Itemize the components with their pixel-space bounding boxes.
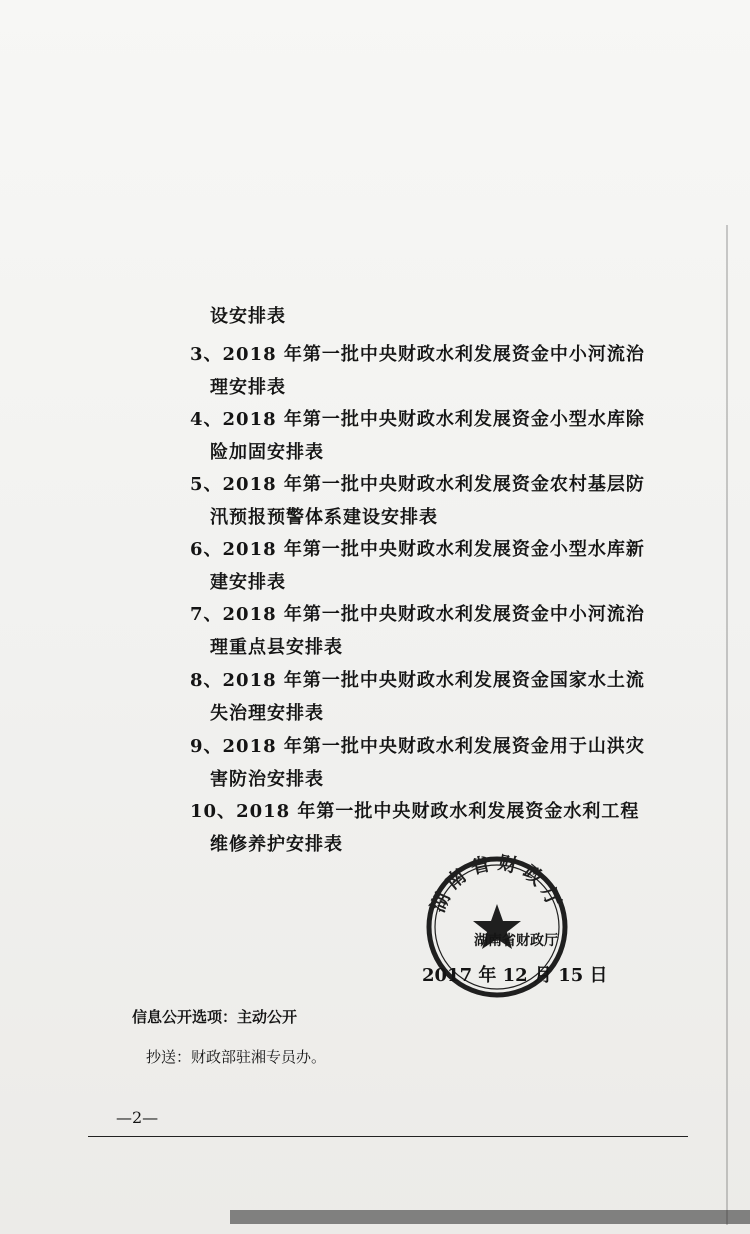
item-title: 2018 年第一批中央财政水利发展资金国家水土流 bbox=[222, 670, 645, 691]
item-title: 2018 年第一批中央财政水利发展资金中小河流治 bbox=[222, 344, 645, 365]
list-item-4-cont: 险加固安排表 bbox=[210, 442, 324, 463]
item-title: 2018 年第一批中央财政水利发展资金小型水库新 bbox=[222, 539, 645, 560]
scan-bottom-shadow bbox=[230, 1210, 750, 1224]
list-item-7-cont: 理重点县安排表 bbox=[210, 637, 343, 658]
list-item-5 bbox=[190, 470, 645, 496]
item-title: 2018 年第一批中央财政水利发展资金中小河流治 bbox=[222, 604, 645, 625]
item-number: 9、 bbox=[190, 736, 223, 757]
item-title: 2018 年第一批中央财政水利发展资金用于山洪灾 bbox=[222, 736, 645, 757]
cc-line: 抄送：财政部驻湘专员办。 bbox=[146, 1048, 327, 1066]
item-number: 4、 bbox=[190, 409, 223, 430]
item-title: 2018 年第一批中央财政水利发展资金小型水库除 bbox=[222, 409, 645, 430]
list-item-continuation: 设安排表 bbox=[210, 306, 286, 327]
page-number: —2— bbox=[116, 1108, 159, 1127]
item-number: 8、 bbox=[190, 670, 223, 691]
list-item-8-cont: 失治理安排表 bbox=[210, 703, 324, 724]
issuer-name: 湖南省财政厅 bbox=[474, 933, 558, 949]
list-item-5-cont: 汛预报预警体系建设安排表 bbox=[210, 507, 438, 528]
seal-text: 湖南省财政厅 bbox=[426, 852, 568, 916]
item-title: 2018 年第一批中央财政水利发展资金农村基层防 bbox=[222, 474, 645, 495]
list-item-3 bbox=[190, 340, 645, 366]
item-number: 7、 bbox=[190, 604, 223, 625]
list-item-10-cont: 维修养护安排表 bbox=[210, 834, 343, 855]
list-item-4 bbox=[190, 405, 645, 431]
list-item-9 bbox=[190, 732, 645, 758]
item-number: 3、 bbox=[190, 344, 223, 365]
list-item-3-cont: 理安排表 bbox=[210, 377, 286, 398]
item-number: 10、 bbox=[190, 801, 237, 822]
item-number: 5、 bbox=[190, 474, 223, 495]
item-title: 2018 年第一批中央财政水利发展资金水利工程 bbox=[236, 801, 640, 822]
list-item-10 bbox=[190, 797, 639, 823]
list-item-7 bbox=[190, 600, 645, 626]
list-item-9-cont: 害防治安排表 bbox=[210, 769, 324, 790]
list-item-8 bbox=[190, 666, 645, 692]
list-item-6-cont: 建安排表 bbox=[210, 572, 286, 593]
item-number: 6、 bbox=[190, 539, 223, 560]
scan-edge-shadow bbox=[726, 225, 728, 1225]
issue-date: 2017 年 12 月 15 日 bbox=[422, 965, 608, 986]
list-item-6 bbox=[190, 535, 645, 561]
footer-divider bbox=[88, 1136, 688, 1137]
disclosure-option: 信息公开选项：主动公开 bbox=[132, 1008, 298, 1026]
